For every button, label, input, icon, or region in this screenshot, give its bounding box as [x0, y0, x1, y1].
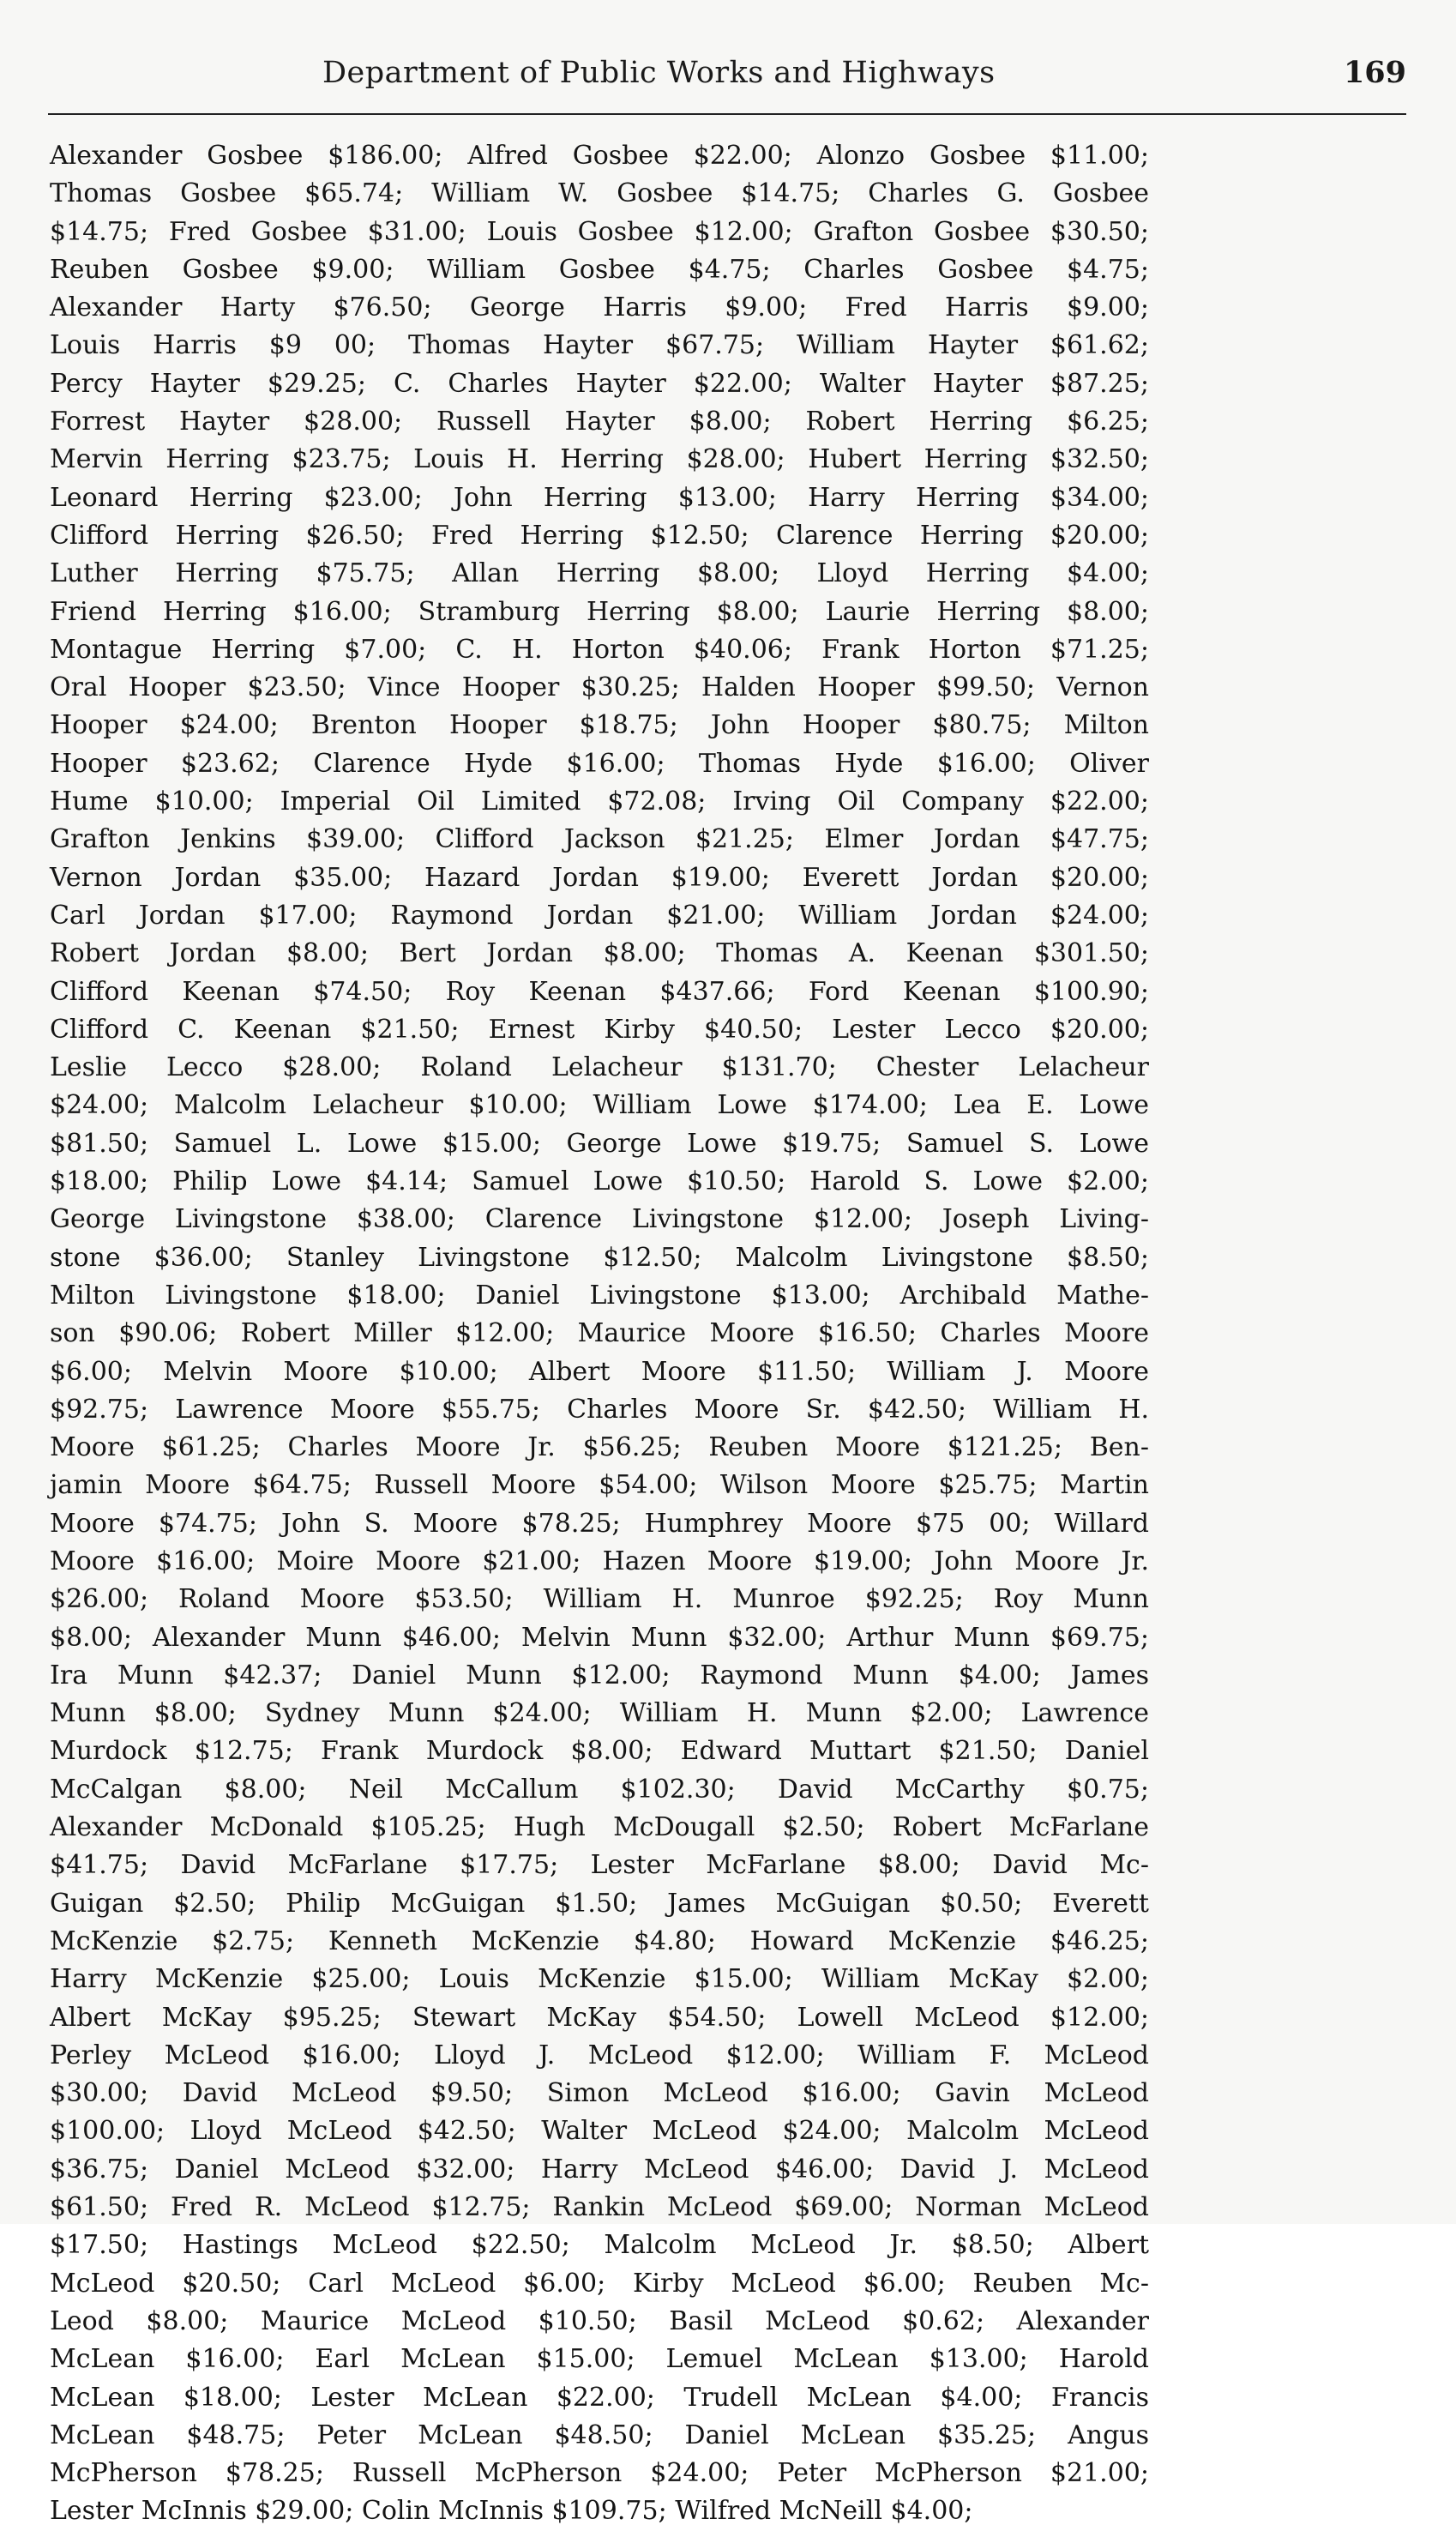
text-line: Alexander Harty $76.50; George Harris $9.00; Fred Harris $9.00;: [50, 292, 1149, 323]
text-line: Montague Herring $7.00; C. H. Horton $40.06; Frank Horton $71.25;: [50, 634, 1149, 665]
text-line: McLean $16.00; Earl McLean $15.00; Lemuel McLean $13.00; Harold: [50, 2344, 1149, 2375]
text-line: Murdock $12.75; Frank Murdock $8.00; Edward Muttart $21.50; Daniel: [50, 1736, 1149, 1767]
text-line: Friend Herring $16.00; Stramburg Herring $8.00; Laurie Herring $8.00;: [50, 596, 1149, 627]
text-line: $24.00; Malcolm Lelacheur $10.00; William Lowe $174.00; Lea E. Lowe: [50, 1090, 1149, 1121]
text-line: son $90.06; Robert Miller $12.00; Maurice Moore $16.50; Charles Moore: [50, 1318, 1149, 1349]
text-line: Hooper $23.62; Clarence Hyde $16.00; Thomas Hyde $16.00; Oliver: [50, 748, 1149, 779]
running-header: [48, 53, 1406, 115]
text-line: Guigan $2.50; Philip McGuigan $1.50; James McGuigan $0.50; Everett: [50, 1888, 1149, 1919]
page-number: 169: [1343, 55, 1406, 90]
text-line: $36.75; Daniel McLeod $32.00; Harry McLeod $46.00; David J. McLeod: [50, 2154, 1149, 2184]
text-line: jamin Moore $64.75; Russell Moore $54.00; Wilson Moore $25.75; Martin: [50, 1470, 1149, 1501]
text-line: Leod $8.00; Maurice McLeod $10.50; Basil McLeod $0.62; Alexander: [50, 2305, 1149, 2336]
text-line: George Livingstone $38.00; Clarence Livingstone $12.00; Joseph Living-: [50, 1204, 1149, 1235]
text-line: Forrest Hayter $28.00; Russell Hayter $8.00; Robert Herring $6.25;: [50, 407, 1149, 437]
text-line: Harry McKenzie $25.00; Louis McKenzie $15.00; William McKay $2.00;: [50, 1964, 1149, 1995]
text-line: $14.75; Fred Gosbee $31.00; Louis Gosbee $12.00; Grafton Gosbee $30.50;: [50, 216, 1149, 247]
text-line: Clifford Herring $26.50; Fred Herring $12.50; Clarence Herring $20.00;: [50, 520, 1149, 551]
text-line: Percy Hayter $29.25; C. Charles Hayter $22.00; Walter Hayter $87.25;: [50, 368, 1149, 399]
text-line: $41.75; David McFarlane $17.75; Lester McFarlane $8.00; David Mc-: [50, 1850, 1149, 1881]
text-line: $81.50; Samuel L. Lowe $15.00; George Lowe $19.75; Samuel S. Lowe: [50, 1128, 1149, 1159]
text-line: $30.00; David McLeod $9.50; Simon McLeod $16.00; Gavin McLeod: [50, 2078, 1149, 2109]
text-line: Hooper $24.00; Brenton Hooper $18.75; John Hooper $80.75; Milton: [50, 710, 1149, 741]
text-line: Robert Jordan $8.00; Bert Jordan $8.00; Thomas A. Keenan $301.50;: [50, 938, 1149, 969]
text-line: Clifford Keenan $74.50; Roy Keenan $437.66; Ford Keenan $100.90;: [50, 976, 1149, 1007]
text-line: McLean $18.00; Lester McLean $22.00; Trudell McLean $4.00; Francis: [50, 2382, 1149, 2413]
text-line: Oral Hooper $23.50; Vince Hooper $30.25; Halden Hooper $99.50; Vernon: [50, 672, 1149, 703]
text-line: McLeod $20.50; Carl McLeod $6.00; Kirby McLeod $6.00; Reuben Mc-: [50, 2268, 1149, 2299]
text-line: Louis Harris $9 00; Thomas Hayter $67.75; William Hayter $61.62;: [50, 330, 1149, 361]
text-line: Moore $16.00; Moire Moore $21.00; Hazen Moore $19.00; John Moore Jr.: [50, 1546, 1149, 1576]
text-line: Luther Herring $75.75; Allan Herring $8.00; Lloyd Herring $4.00;: [50, 558, 1149, 589]
text-line: Leonard Herring $23.00; John Herring $13.00; Harry Herring $34.00;: [50, 482, 1149, 513]
text-line: McKenzie $2.75; Kenneth McKenzie $4.80; Howard McKenzie $46.25;: [50, 1925, 1149, 1956]
text-line: $92.75; Lawrence Moore $55.75; Charles Moore Sr. $42.50; William H.: [50, 1394, 1149, 1425]
text-line: McPherson $78.25; Russell McPherson $24.00; Peter McPherson $21.00;: [50, 2458, 1149, 2489]
text-line: Moore $61.25; Charles Moore Jr. $56.25; Reuben Moore $121.25; Ben-: [50, 1432, 1149, 1463]
text-line: Perley McLeod $16.00; Lloyd J. McLeod $12.00; William F. McLeod: [50, 2040, 1149, 2070]
text-line: Clifford C. Keenan $21.50; Ernest Kirby $40.50; Lester Lecco $20.00;: [50, 1014, 1149, 1045]
text-line: $100.00; Lloyd McLeod $42.50; Walter McLeod $24.00; Malcolm McLeod: [50, 2116, 1149, 2147]
text-line: $17.50; Hastings McLeod $22.50; Malcolm McLeod Jr. $8.50; Albert: [50, 2230, 1149, 2261]
text-line: Alexander Gosbee $186.00; Alfred Gosbee $22.00; Alonzo Gosbee $11.00;: [50, 141, 1149, 171]
body-text: [50, 137, 1149, 2531]
text-line: Alexander McDonald $105.25; Hugh McDougall $2.50; Robert McFarlane: [50, 1812, 1149, 1843]
text-line: Leslie Lecco $28.00; Roland Lelacheur $131.70; Chester Lelacheur: [50, 1052, 1149, 1083]
text-line: Mervin Herring $23.75; Louis H. Herring $28.00; Hubert Herring $32.50;: [50, 444, 1149, 475]
text-line: $61.50; Fred R. McLeod $12.75; Rankin McLeod $69.00; Norman McLeod: [50, 2192, 1149, 2223]
text-line: $26.00; Roland Moore $53.50; William H. Munroe $92.25; Roy Munn: [50, 1584, 1149, 1615]
text-line: Thomas Gosbee $65.74; William W. Gosbee $14.75; Charles G. Gosbee: [50, 178, 1149, 209]
text-line: Lester McInnis $29.00; Colin McInnis $109.75; Wilfred McNeill $4.00;: [50, 2496, 973, 2527]
text-line: $18.00; Philip Lowe $4.14; Samuel Lowe $10.50; Harold S. Lowe $2.00;: [50, 1166, 1149, 1197]
text-line: McCalgan $8.00; Neil McCallum $102.30; David McCarthy $0.75;: [50, 1774, 1149, 1805]
text-line: Grafton Jenkins $39.00; Clifford Jackson $21.25; Elmer Jordan $47.75;: [50, 824, 1149, 855]
text-line: Albert McKay $95.25; Stewart McKay $54.50; Lowell McLeod $12.00;: [50, 2002, 1149, 2033]
text-line: Vernon Jordan $35.00; Hazard Jordan $19.00; Everett Jordan $20.00;: [50, 862, 1149, 893]
text-line: $8.00; Alexander Munn $46.00; Melvin Munn $32.00; Arthur Munn $69.75;: [50, 1622, 1149, 1653]
text-line: Moore $74.75; John S. Moore $78.25; Humphrey Moore $75 00; Willard: [50, 1508, 1149, 1539]
text-line: Carl Jordan $17.00; Raymond Jordan $21.00; William Jordan $24.00;: [50, 900, 1149, 931]
text-line: Hume $10.00; Imperial Oil Limited $72.08; Irving Oil Company $22.00;: [50, 786, 1149, 817]
text-line: stone $36.00; Stanley Livingstone $12.50; Malcolm Livingstone $8.50;: [50, 1242, 1149, 1273]
text-line: Munn $8.00; Sydney Munn $24.00; William H. Munn $2.00; Lawrence: [50, 1698, 1149, 1729]
header-title: Department of Public Works and Highways: [322, 56, 996, 90]
text-line: Ira Munn $42.37; Daniel Munn $12.00; Raymond Munn $4.00; James: [50, 1660, 1149, 1690]
text-line: McLean $48.75; Peter McLean $48.50; Daniel McLean $35.25; Angus: [50, 2420, 1149, 2450]
text-line: $6.00; Melvin Moore $10.00; Albert Moore $11.50; William J. Moore: [50, 1356, 1149, 1387]
text-line: Milton Livingstone $18.00; Daniel Livingstone $13.00; Archibald Mathe-: [50, 1280, 1149, 1311]
text-line: Reuben Gosbee $9.00; William Gosbee $4.75; Charles Gosbee $4.75;: [50, 254, 1149, 285]
